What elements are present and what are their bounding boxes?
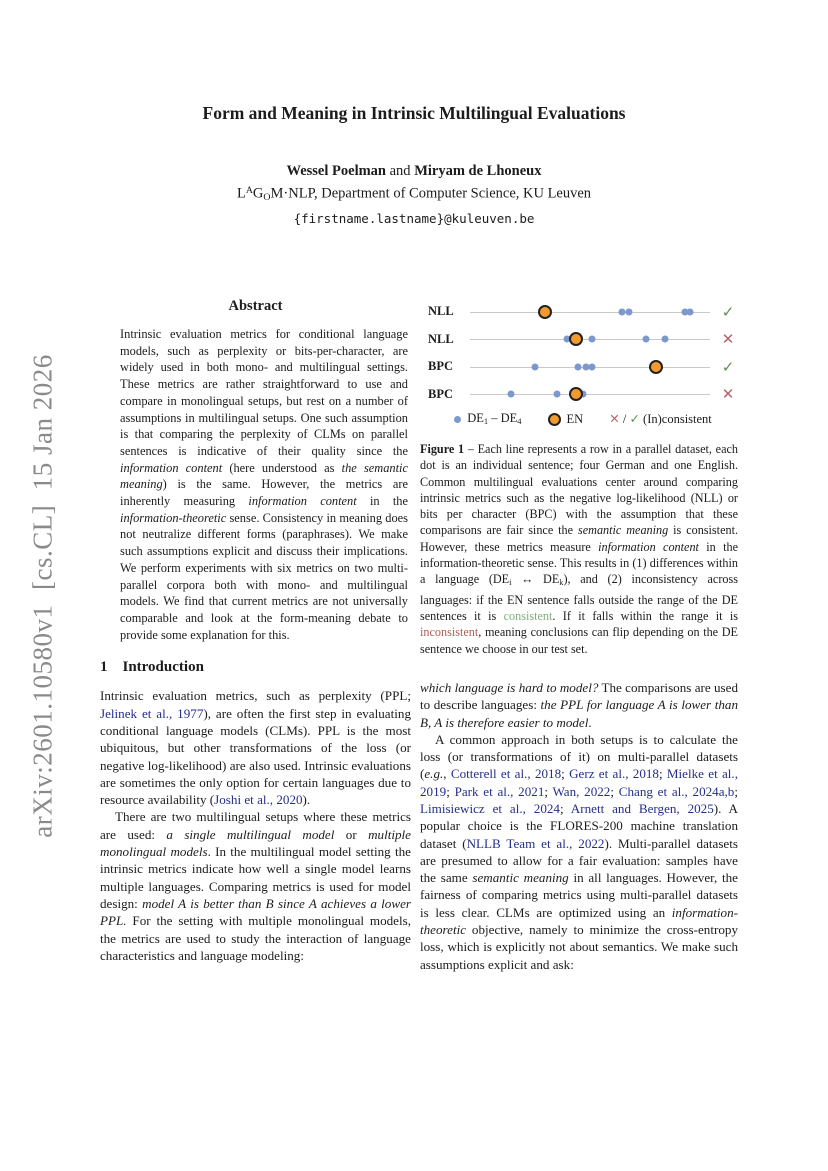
de-dot: [687, 308, 694, 315]
legend-item-consistency: [609, 411, 712, 427]
text-segment: information content: [120, 460, 223, 475]
figure-rows: [428, 298, 738, 408]
text-segment: ;: [658, 766, 667, 782]
text-segment: information content: [598, 539, 699, 554]
de-dot: [531, 363, 538, 370]
text-segment: – DE: [488, 411, 518, 426]
text-segment: is consistent. However, these metrics measure: [420, 523, 739, 554]
text-segment: O: [263, 191, 271, 203]
text-segment: the semantic meaning: [120, 460, 408, 492]
citation-link[interactable]: Wan, 2022: [552, 783, 611, 799]
figure-row: [428, 381, 738, 409]
de-dot: [625, 308, 632, 315]
text-segment: There are two multilingual setups where these metrics are used:: [100, 809, 411, 842]
text-segment: and: [386, 163, 415, 179]
body-paragraph-approach: [420, 731, 738, 973]
text-segment: objective, namely to minimize the cross-entropy loss, which is explicitly not about semantics. We make such assumptions explicit and ask:: [420, 922, 738, 972]
text-segment: ✓: [629, 411, 640, 426]
de-dot: [589, 363, 596, 370]
text-segment: inconsistent: [420, 625, 479, 640]
metric-label: NLL: [428, 304, 454, 319]
text-segment: (In)consistent: [639, 412, 712, 426]
de-dot: [589, 336, 596, 343]
abstract-text: [120, 326, 408, 643]
en-dot: [538, 305, 552, 319]
citation-link[interactable]: Joshi et al., 2020: [214, 792, 303, 808]
de-dot-icon: [454, 416, 461, 423]
text-segment: consistent: [503, 609, 553, 624]
text-segment: ).: [302, 792, 311, 808]
text-segment: (here understood as: [222, 460, 342, 475]
text-segment: DE: [467, 411, 484, 426]
text-segment: Figure 1: [420, 442, 465, 456]
figure-legend: [428, 411, 738, 427]
en-dot: [569, 332, 583, 346]
text-segment: i: [509, 578, 512, 588]
text-segment: ), are often the first step in evaluating conditional language models (CLMs). PPL is the most ubiquitous, but other transformations of the loss (or negative log-likelihood) are also used. Intrinsic evaluations are sometimes the only option for certain languages due to resource availability (: [100, 705, 411, 808]
intro-paragraph-2: [100, 808, 411, 964]
text-segment: The comparisons are used to describe languages:: [420, 679, 739, 713]
text-segment: in all languages. However, the fairness of comparing metrics using multi-parallel datasets is less clear. CLMs are optimized using an: [420, 870, 738, 920]
citation-link[interactable]: Jelinek et al., 1977: [100, 705, 204, 721]
text-segment: .: [588, 714, 592, 730]
legend-item-de: [454, 411, 521, 426]
text-segment: – Each line represents a row in a parallel dataset, each dot is an individual sentence; four German and one English. Common multilingual evaluations center around comparing intrinsic metrics such as the negative log-likelihood (NLL) or bits per character (BPC) with the assumption that these comparisons are fair since the: [420, 442, 738, 538]
email-line: {firstname.lastname}@kuleuven.be: [293, 210, 535, 226]
text-segment: semantic meaning: [472, 870, 569, 886]
legend-item-en: [548, 412, 584, 427]
en-dot: [649, 360, 663, 374]
legend-en-label: EN: [566, 411, 584, 426]
metric-label: NLL: [428, 331, 454, 346]
citation-link[interactable]: Mielke et al., 2019: [420, 766, 738, 799]
citation-link[interactable]: Limisiewicz et al., 2024: [420, 801, 560, 816]
axis-line: [470, 312, 710, 313]
text-segment: ;: [446, 783, 455, 799]
affiliation-line: [0, 181, 828, 208]
column-right: [420, 292, 738, 973]
text-segment: M·NLP, Department of Computer Science, KU Leuven: [270, 185, 592, 202]
text-segment: ✕: [609, 411, 620, 426]
figure-plot: [420, 292, 738, 427]
text-segment: Intrinsic evaluation metrics for conditional language models, such as perplexity or bits-per-character, are widely used in both mono- and multilingual settings. These metrics are rather straightforward to use and compare in monolingual setups, but rest on a number of assumptions in multilingual setups. One such assumption is that comparing the perplexity of CLMs on parallel sentences is indicative of their quality since the: [120, 327, 408, 458]
figure-row: [428, 353, 738, 381]
text-segment: multiple monolingual models: [100, 826, 411, 860]
metric-line: [470, 353, 710, 381]
text-segment: e.g.: [424, 766, 444, 782]
citation-link[interactable]: Park et al., 2021: [454, 783, 545, 799]
text-segment: model A is better than B since A achieves a lower PPL.: [100, 895, 411, 929]
text-segment: A: [245, 185, 253, 196]
text-segment: /: [619, 412, 630, 426]
de-dot: [575, 363, 582, 370]
text-segment: which language is hard to model?: [420, 679, 599, 695]
text-segment: k: [559, 578, 564, 588]
text-segment: L: [236, 185, 246, 202]
cross-icon: ✕: [721, 330, 735, 349]
de-dot: [507, 391, 514, 398]
metric-line: [470, 381, 710, 409]
de-dot: [643, 336, 650, 343]
cross-icon: ✕: [721, 385, 735, 404]
text-segment: ;: [559, 801, 571, 816]
axis-line: [470, 394, 710, 395]
de-dot: [662, 336, 669, 343]
figure-caption: [420, 441, 738, 657]
en-dot: [569, 387, 583, 401]
citation-link[interactable]: Chang et al., 2024a,b: [618, 783, 735, 799]
intro-paragraph-1: [100, 687, 411, 808]
text-segment: Miryam de Lhoneux: [414, 163, 542, 179]
text-segment: , meaning conclusions can flip depending on the DE sentence we choose in our test set.: [420, 625, 738, 656]
text-segment: ;: [610, 783, 619, 799]
paper-title: Form and Meaning in Intrinsic Multilingual Evaluations: [202, 103, 626, 123]
text-segment: ). Multi-parallel datasets are presumed to allow for a fair evaluation: samples have the same: [420, 835, 738, 886]
citation-link[interactable]: Arnett and Bergen, 2025: [570, 801, 714, 816]
en-dot-icon: [548, 413, 561, 426]
figure-row: [428, 326, 738, 354]
text-segment: For the setting with multiple monolingual models, the metrics are used to study the interaction of language characteristics and language modeling:: [100, 913, 411, 963]
check-icon: ✓: [721, 302, 735, 321]
text-segment: Intrinsic evaluation metrics, such as perplexity (PPL;: [100, 688, 411, 704]
paper-header: [0, 103, 828, 229]
text-segment: ), and (2) inconsistency across languages: if the EN sentence falls outside the range of the DE sentences it is: [420, 572, 738, 624]
text-segment: information-theoretic: [120, 510, 227, 525]
citation-link[interactable]: NLLB Team et al., 2022: [466, 835, 605, 851]
text-segment: in the information-theoretic sense. This results in (1) differences within a language (DE: [420, 539, 738, 587]
metric-label: BPC: [428, 386, 453, 401]
abstract-heading: Abstract: [228, 298, 283, 314]
arxiv-watermark: arXiv:2601.10580v1 [cs.CL] 15 Jan 2026: [27, 354, 58, 838]
text-segment: Wessel Poelman: [286, 163, 386, 179]
legend-de-label: [467, 411, 521, 425]
de-dot: [553, 391, 560, 398]
metric-line: [470, 326, 710, 354]
column-left: [100, 296, 411, 964]
citation-link[interactable]: Cotterell et al., 2018: [450, 766, 562, 782]
text-segment: ;: [561, 766, 570, 782]
section-title: Introduction: [122, 659, 204, 676]
metric-line: [470, 298, 710, 326]
metric-label: BPC: [428, 359, 453, 374]
body-paragraph-continuation: [420, 679, 738, 731]
section-heading-introduction: [100, 659, 411, 676]
text-segment: A common approach in both setups is to calculate the loss (or transformations of it) on multi-parallel datasets (: [420, 731, 738, 782]
text-segment: semantic meaning: [577, 523, 669, 538]
text-segment: 1: [483, 416, 489, 427]
text-segment: ;: [544, 783, 553, 799]
text-segment: information content: [248, 494, 357, 509]
citation-link[interactable]: Gerz et al., 2018: [569, 766, 659, 782]
text-segment: a single multilingual model: [166, 826, 335, 842]
text-segment: ↔ DE: [511, 572, 560, 587]
text-segment: sense. Consistency in meaning does not neutralize different forms (paraphrases). We make such assumptions explicit and discuss their implications. We perform experiments with six metrics on two multi-parallel corpora both with mono- and multilingual models. We find that current metrics are not universally comparable and look at the form-meaning debate to provide some explanation for this.: [120, 510, 408, 642]
text-segment: in the: [356, 494, 408, 509]
text-segment: ,: [443, 766, 451, 782]
authors-line: [0, 161, 828, 181]
text-segment: information-theoretic: [420, 904, 738, 938]
text-segment: . If it falls within the range it is: [552, 609, 739, 624]
section-number: 1: [100, 659, 108, 676]
text-segment: G: [252, 185, 264, 202]
text-segment: . In the multilingual model setting the intrinsic metrics indicate how well a single model learns multiple languages. Comparing metrics is used for model design:: [100, 844, 411, 911]
text-segment: ). A popular choice is the FLORES-200 machine translation dataset (: [420, 801, 738, 851]
text-segment: the PPL for language A is lower than B, A is therefore easier to model: [420, 697, 739, 730]
text-segment: 4: [517, 416, 522, 427]
check-icon: ✓: [721, 357, 735, 376]
text-segment: ;: [734, 783, 738, 799]
figure-row: [428, 298, 738, 326]
text-segment: or: [334, 826, 369, 842]
text-segment: ) is the same. However, the metrics are inherently measuring: [120, 477, 408, 509]
